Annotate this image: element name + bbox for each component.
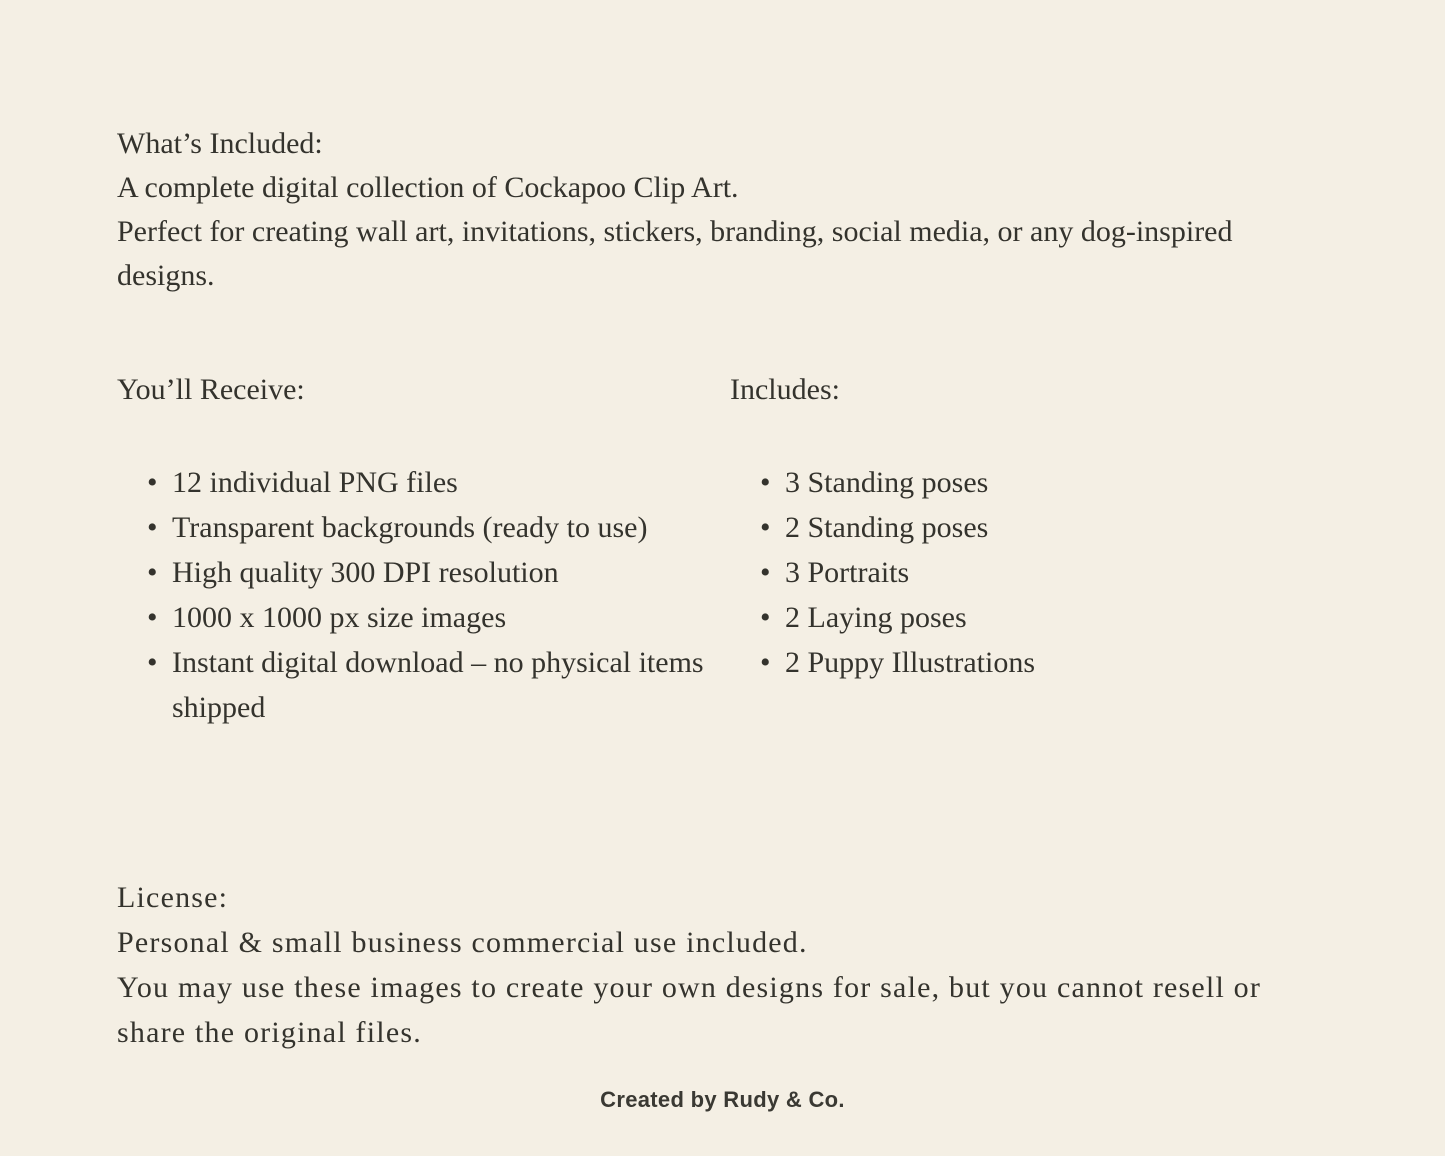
intro-line-1: A complete digital collection of Cockapoo Clip Art. bbox=[117, 171, 739, 204]
list-item: • 2 Laying poses bbox=[730, 595, 1328, 640]
list-item: • 1000 x 1000 px size images bbox=[117, 595, 730, 640]
list-item: • 2 Puppy Illustrations bbox=[730, 640, 1328, 685]
details-columns bbox=[117, 368, 1328, 730]
license-line-2: You may use these images to create your own designs for sale, but you cannot resell or share the original files. bbox=[117, 971, 1262, 1049]
list-item: • Instant digital download – no physical items shipped bbox=[117, 640, 730, 730]
license-heading: License: bbox=[117, 881, 229, 914]
list-item: • 3 Standing poses bbox=[730, 460, 1328, 505]
creator-credit: Created by Rudy & Co. bbox=[600, 1087, 845, 1112]
includes-column bbox=[730, 368, 1328, 730]
license-line-1: Personal & small business commercial use included. bbox=[117, 926, 808, 959]
license-section bbox=[117, 875, 1307, 1055]
includes-list bbox=[730, 460, 1328, 685]
list-item: • 2 Standing poses bbox=[730, 505, 1328, 550]
youll-receive-column bbox=[117, 368, 730, 730]
intro-line-2: Perfect for creating wall art, invitations, stickers, branding, social media, or any dog-inspired designs. bbox=[117, 215, 1233, 292]
list-item: • High quality 300 DPI resolution bbox=[117, 550, 730, 595]
list-item: • 3 Portraits bbox=[730, 550, 1328, 595]
includes-heading: Includes: bbox=[730, 373, 840, 406]
list-item: • Transparent backgrounds (ready to use) bbox=[117, 505, 730, 550]
whats-included-section bbox=[117, 122, 1328, 298]
whats-included-heading: What’s Included: bbox=[117, 127, 323, 160]
youll-receive-heading: You’ll Receive: bbox=[117, 373, 305, 406]
youll-receive-list bbox=[117, 460, 730, 730]
list-item: • 12 individual PNG files bbox=[117, 460, 730, 505]
